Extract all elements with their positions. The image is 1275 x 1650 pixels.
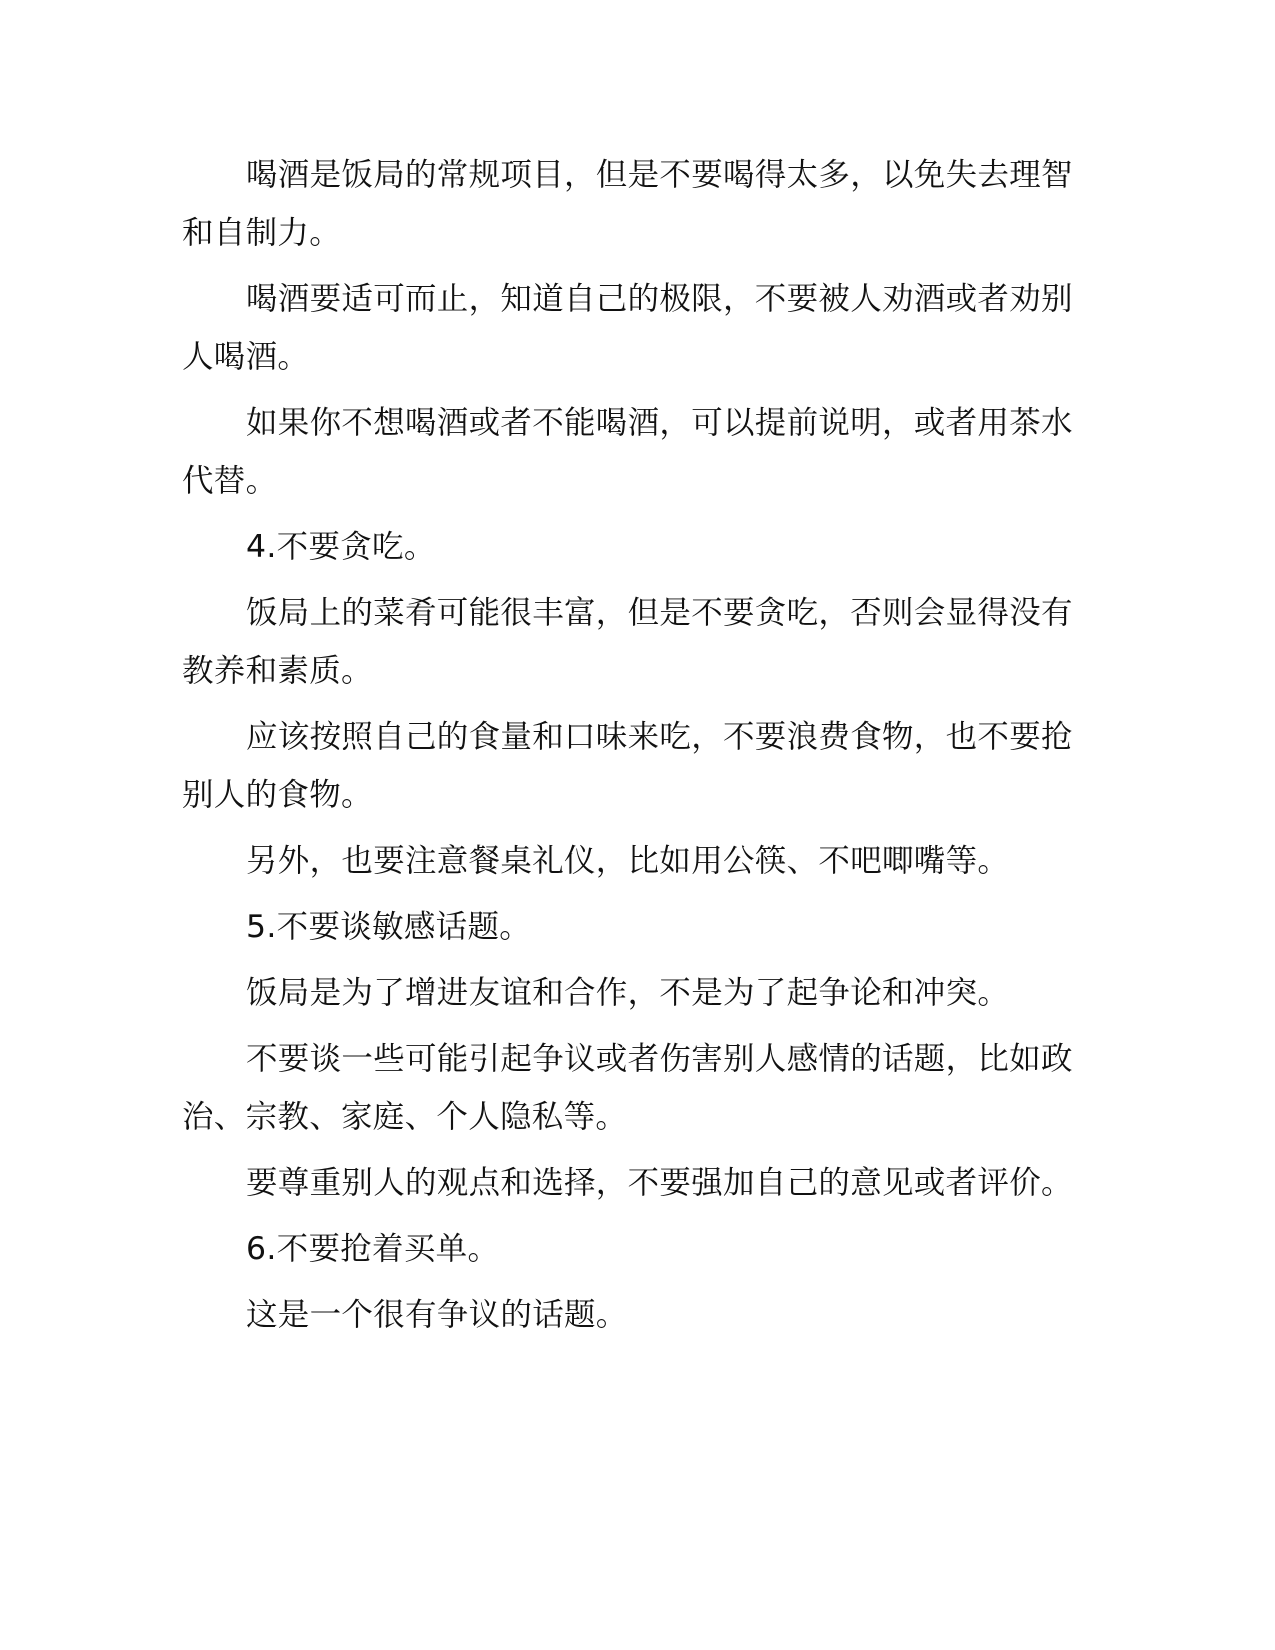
paragraph: 应该按照自己的食量和口味来吃，不要浪费食物，也不要抢别人的食物。 [182, 719, 1073, 813]
paragraph: 不要谈一些可能引起争议或者伤害别人感情的话题，比如政治、宗教、家庭、个人隐私等。 [182, 1041, 1073, 1135]
paragraph: 这是一个很有争议的话题。 [246, 1297, 628, 1333]
paragraph: 喝酒是饭局的常规项目，但是不要喝得太多，以免失去理智和自制力。 [182, 157, 1073, 251]
section-heading: 5.不要谈敏感话题。 [246, 909, 532, 945]
document-body [182, 146, 1078, 1352]
paragraph: 另外，也要注意餐桌礼仪，比如用公筷、不吧唧嘴等。 [246, 843, 1010, 879]
paragraph: 要尊重别人的观点和选择，不要强加自己的意见或者评价。 [246, 1165, 1073, 1201]
paragraph: 饭局是为了增进友谊和合作，不是为了起争论和冲突。 [246, 975, 1010, 1011]
section-heading: 4.不要贪吃。 [246, 529, 436, 565]
section-heading: 6.不要抢着买单。 [246, 1231, 500, 1267]
paragraph: 饭局上的菜肴可能很丰富，但是不要贪吃，否则会显得没有教养和素质。 [182, 595, 1073, 689]
paragraph: 喝酒要适可而止，知道自己的极限，不要被人劝酒或者劝别人喝酒。 [182, 281, 1073, 375]
paragraph: 如果你不想喝酒或者不能喝酒，可以提前说明，或者用茶水代替。 [182, 405, 1073, 499]
